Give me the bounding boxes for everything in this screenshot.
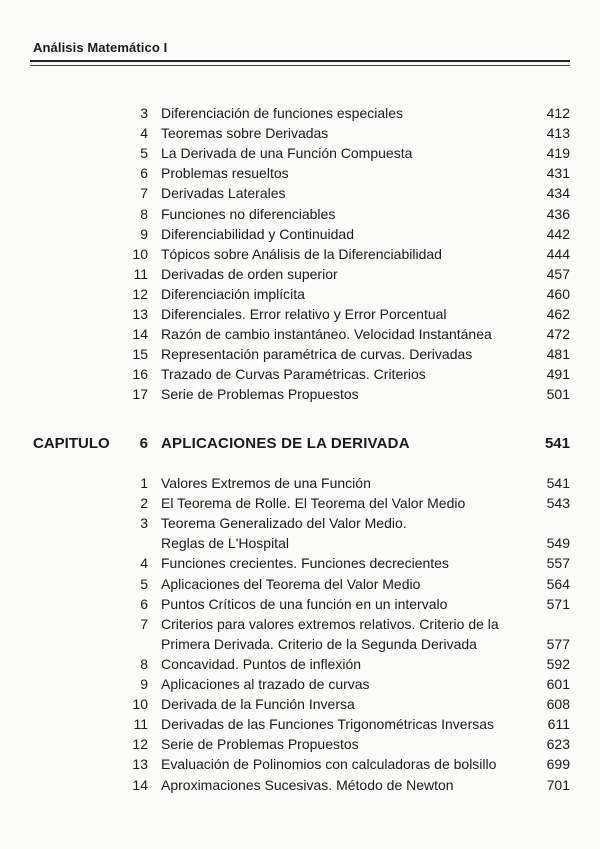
- entry-title: Representación paramétrica de curvas. Derivadas: [161, 346, 473, 363]
- entry-page: 436: [546, 205, 570, 222]
- entry-page: 577: [546, 635, 570, 652]
- chapter-label: CAPITULO: [33, 435, 110, 452]
- entry-number: 14: [132, 776, 148, 793]
- chapter-title: APLICACIONES DE LA DERIVADA: [161, 435, 410, 452]
- toc-entry: [0, 103, 600, 123]
- toc-entry: [0, 674, 600, 694]
- entry-title: Diferenciales. Error relativo y Error Porcentual: [161, 306, 447, 322]
- entry-number: 12: [132, 736, 148, 753]
- entry-title: Reglas de L'Hospital: [161, 535, 289, 552]
- toc-entry: [0, 183, 600, 203]
- toc-entry: [0, 344, 600, 364]
- entry-number: 5: [140, 575, 148, 592]
- toc-entry: [0, 244, 600, 264]
- entry-number: 9: [140, 676, 148, 692]
- toc-entry: [0, 384, 600, 404]
- entry-page: 413: [546, 125, 570, 142]
- entry-number: 9: [140, 225, 148, 242]
- toc-entry: [0, 734, 600, 754]
- entry-page: 699: [546, 756, 570, 773]
- entry-number: 6: [140, 165, 148, 182]
- entry-number: 13: [132, 756, 148, 773]
- entry-title: Aproximaciones Sucesivas. Método de Newton: [161, 776, 454, 793]
- entry-title: Diferenciación implícita: [161, 285, 305, 302]
- toc-entry: [0, 163, 600, 183]
- entry-title: Funciones crecientes. Funciones decrecientes: [161, 555, 449, 572]
- entry-title: Funciones no diferenciables: [161, 205, 336, 222]
- toc-entry: [0, 493, 600, 513]
- entry-title: Derivadas de orden superior: [161, 265, 338, 282]
- toc-entry: [0, 614, 600, 634]
- entry-title: Teorema Generalizado del Valor Medio.: [161, 515, 407, 532]
- entry-page: 501: [546, 386, 570, 403]
- entry-title: Concavidad. Puntos de inflexión: [161, 655, 362, 672]
- entry-number: 13: [132, 306, 148, 322]
- entry-page: 611: [547, 716, 570, 733]
- entry-number: 4: [140, 125, 148, 142]
- entry-number: 8: [140, 205, 148, 222]
- entry-title: Aplicaciones al trazado de curvas: [161, 676, 370, 692]
- entry-title: Tópicos sobre Análisis de la Diferenciabilidad: [161, 245, 442, 262]
- entry-title: La Derivada de una Función Compuesta: [161, 145, 413, 162]
- entry-page: 608: [546, 696, 570, 713]
- toc-entry: [0, 775, 600, 795]
- entry-page: 431: [546, 165, 570, 182]
- header-rule: [30, 60, 570, 62]
- entry-number: 11: [133, 265, 148, 282]
- toc-entry: [0, 204, 600, 224]
- entry-page: 412: [546, 105, 570, 121]
- entry-number: 11: [133, 716, 148, 733]
- chapter-heading: [0, 433, 600, 455]
- entry-number: 5: [140, 145, 148, 162]
- entry-page: 419: [546, 145, 570, 162]
- entry-page: 491: [546, 366, 570, 383]
- entry-number: 3: [140, 515, 148, 532]
- entry-title: Teoremas sobre Derivadas: [161, 125, 329, 142]
- entry-title: Serie de Problemas Propuestos: [161, 736, 359, 753]
- entry-number: 7: [140, 185, 148, 202]
- toc-entry: [0, 754, 600, 774]
- entry-number: 7: [140, 615, 148, 632]
- entry-title: Aplicaciones del Teorema del Valor Medio: [161, 575, 421, 592]
- chapter-number: 6: [139, 435, 148, 452]
- entry-page: 592: [546, 655, 570, 672]
- toc-entry: [0, 654, 600, 674]
- entry-number: 1: [140, 475, 148, 491]
- toc-entry: [0, 473, 600, 493]
- toc-entry: [0, 264, 600, 284]
- entry-number: 10: [132, 245, 148, 262]
- entry-title: Criterios para valores extremos relativos. Criterio de la: [161, 615, 499, 632]
- entry-title: Puntos Críticos de una función en un intervalo: [161, 595, 448, 612]
- entry-page: 460: [546, 285, 570, 302]
- entry-title: Serie de Problemas Propuestos: [161, 386, 359, 403]
- toc-entry: [0, 123, 600, 143]
- entry-page: 571: [546, 595, 570, 612]
- entry-title: Valores Extremos de una Función: [161, 475, 371, 491]
- entry-number: 10: [132, 696, 148, 713]
- entry-title: Razón de cambio instantáneo. Velocidad Instantánea: [161, 326, 492, 343]
- entry-number: 8: [140, 655, 148, 672]
- entry-page: 564: [546, 575, 570, 592]
- chapter-page: 541: [544, 435, 570, 452]
- header-rule-thin: [30, 65, 570, 66]
- entry-page: 623: [546, 736, 570, 753]
- toc-entry: [0, 224, 600, 244]
- entry-number: 14: [132, 326, 148, 343]
- entry-title: Derivadas Laterales: [161, 185, 286, 202]
- toc-entry: [0, 694, 600, 714]
- entry-title: Evaluación de Polinomios con calculadoras de bolsillo: [161, 756, 497, 773]
- entry-page: 601: [546, 676, 570, 692]
- entry-title: El Teorema de Rolle. El Teorema del Valor Medio: [161, 495, 466, 512]
- entry-page: 472: [546, 326, 570, 343]
- entry-number: 15: [132, 346, 148, 363]
- toc-entry: [0, 513, 600, 533]
- entry-page: 701: [546, 776, 570, 793]
- entry-title: Problemas resueltos: [161, 165, 289, 182]
- entry-number: 17: [132, 386, 148, 403]
- entry-number: 4: [140, 555, 148, 572]
- toc-entry: [0, 364, 600, 384]
- entry-page: 457: [546, 265, 570, 282]
- entry-title: Diferenciabilidad y Continuidad: [161, 225, 355, 242]
- entry-number: 2: [140, 495, 148, 512]
- toc-entry: [0, 284, 600, 304]
- entry-title: Primera Derivada. Criterio de la Segunda Derivada: [161, 635, 477, 652]
- entry-page: 481: [546, 346, 570, 363]
- entry-page: 444: [546, 245, 570, 262]
- entry-title: Trazado de Curvas Paramétricas. Criterios: [161, 366, 426, 383]
- entry-number: 3: [140, 105, 148, 121]
- toc-entry: [0, 324, 600, 344]
- entry-page: 557: [546, 555, 570, 572]
- toc-entry: [0, 143, 600, 163]
- running-header: Análisis Matemático I: [33, 40, 168, 55]
- entry-page: 442: [546, 225, 570, 242]
- toc-entry: [0, 553, 600, 573]
- toc-entry: [0, 594, 600, 614]
- toc-entry: [0, 574, 600, 594]
- entry-page: 549: [546, 535, 570, 552]
- entry-page: 434: [546, 185, 570, 202]
- entry-page: 462: [546, 306, 570, 322]
- toc-entry: [0, 714, 600, 734]
- entry-page: 541: [546, 475, 570, 491]
- entry-number: 6: [140, 595, 148, 612]
- toc-entry: [0, 634, 600, 654]
- entry-number: 16: [132, 366, 148, 383]
- toc-entry: [0, 304, 600, 324]
- toc-entry: [0, 533, 600, 553]
- entry-title: Derivada de la Función Inversa: [161, 696, 355, 713]
- entry-page: 543: [546, 495, 570, 512]
- entry-title: Diferenciación de funciones especiales: [161, 105, 404, 121]
- entry-number: 12: [132, 285, 148, 302]
- entry-title: Derivadas de las Funciones Trigonométricas Inversas: [161, 716, 495, 733]
